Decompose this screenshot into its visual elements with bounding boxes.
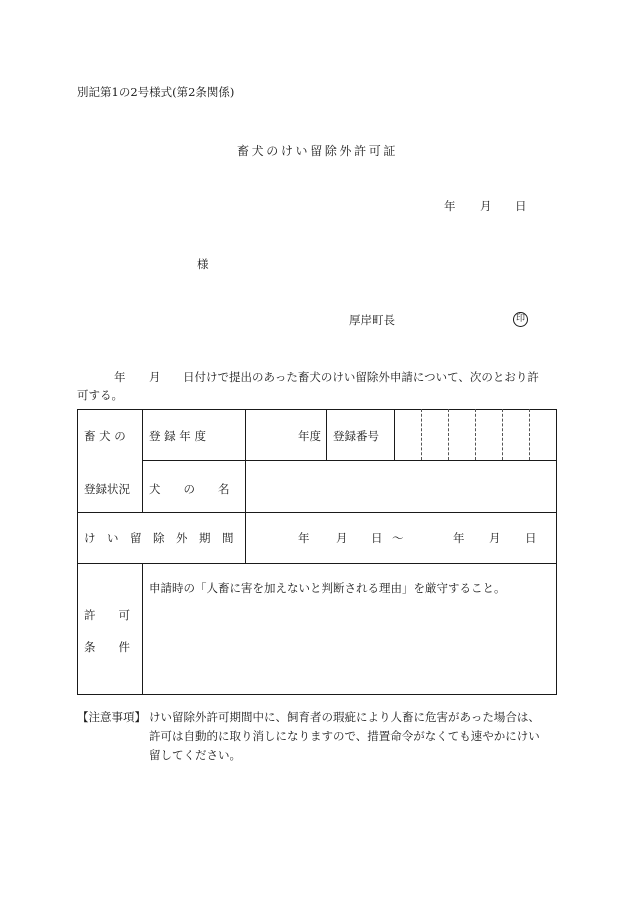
issuer-title: 厚岸町長 — [349, 313, 395, 327]
period-start-year: 年 — [298, 531, 310, 545]
reg-status-label-bottom: 登録状況 — [84, 482, 130, 496]
dog-name-label: 犬 の 名 — [149, 482, 230, 496]
intro-month: 月 — [149, 370, 161, 384]
reg-number-digit-divider — [421, 409, 422, 460]
period-end-year: 年 — [453, 531, 465, 545]
intro-text-line1: 日付けで提出のあった畜犬のけい留除外申請について、次のとおり許 — [183, 370, 539, 384]
notice-heading: 【注意事項】 — [77, 710, 146, 724]
document-title: 畜犬のけい留除外許可証 — [237, 144, 399, 158]
period-range-tilde: ～ — [392, 531, 404, 545]
period-start-day: 日 — [371, 531, 383, 545]
form-reference: 別記第1の2号様式(第2条関係) — [77, 85, 235, 99]
date-day: 日 — [515, 199, 527, 213]
addressee-honorific: 様 — [197, 257, 209, 271]
notice-line1: けい留除外許可期間中に、飼育者の瑕疵により人畜に危害があった場合は、 — [149, 710, 540, 724]
condition-label-top: 許 可 — [84, 608, 130, 622]
period-end-month: 月 — [489, 531, 501, 545]
date-month: 月 — [480, 199, 492, 213]
period-end-day: 日 — [525, 531, 537, 545]
reg-number-digit-divider — [475, 409, 476, 460]
reg-number-digit-divider — [448, 409, 449, 460]
date-year: 年 — [444, 199, 456, 213]
period-start-month: 月 — [336, 531, 348, 545]
seal-mark: 印 — [513, 312, 528, 327]
intro-year: 年 — [114, 370, 126, 384]
exemption-period-label: け い 留 除 外 期 間 — [84, 531, 234, 545]
permit-condition-text: 申請時の「人畜に害を加えないと判断される理由」を厳守すること。 — [149, 581, 506, 595]
condition-label-bottom: 条 件 — [84, 640, 130, 654]
reg-number-digit-divider — [529, 409, 530, 460]
reg-year-unit: 年度 — [298, 429, 321, 443]
notice-line3: 留してください。 — [149, 748, 241, 762]
reg-status-label-top: 畜 犬 の — [84, 429, 126, 443]
reg-year-label: 登 録 年 度 — [149, 429, 206, 443]
notice-line2: 許可は自動的に取り消しになりますので、措置命令がなくても速やかにけい — [149, 729, 540, 743]
intro-text-line2: 可する。 — [77, 388, 123, 402]
reg-number-label: 登録番号 — [333, 429, 379, 443]
reg-number-digit-divider — [502, 409, 503, 460]
